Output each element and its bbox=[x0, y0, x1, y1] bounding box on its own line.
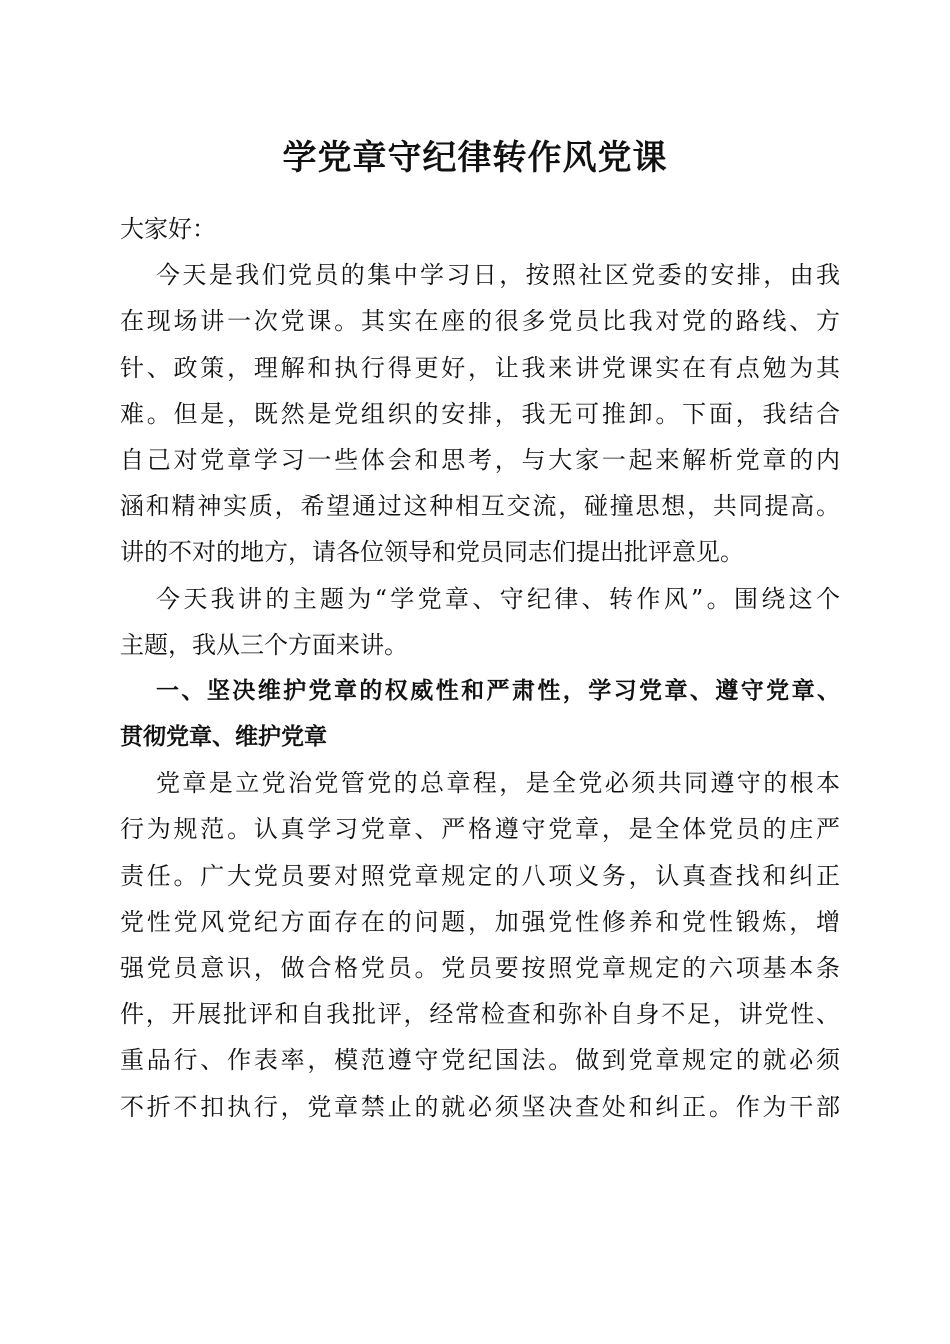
greeting-line: 大家好： bbox=[120, 215, 216, 243]
text-line: 不折不扣执行，党章禁止的就必须坚决查处和纠正。作为干部 bbox=[120, 1092, 840, 1121]
text-line: 党性党风党纪方面存在的问题，加强党性修养和党性锻炼，增 bbox=[120, 907, 840, 936]
text-line: 主题，我从三个方面来讲。 bbox=[120, 630, 408, 659]
text-line: 涵和精神实质，希望通过这种相互交流，碰撞思想，共同提高。 bbox=[120, 492, 840, 521]
text-line: 在现场讲一次党课。其实在座的很多党员比我对党的路线、方 bbox=[120, 307, 840, 336]
text-line: 针、政策，理解和执行得更好，让我来讲党课实在有点勉为其 bbox=[120, 353, 840, 382]
paragraph-theme bbox=[120, 576, 840, 668]
text-line: 行为规范。认真学习党章、严格遵守党章，是全体党员的庄严 bbox=[120, 815, 840, 844]
text-line: 今天我讲的主题为“学党章、守纪律、转作风”。围绕这个 bbox=[156, 584, 840, 613]
text-line: 讲的不对的地方，请各位领导和党员同志们提出批评意见。 bbox=[120, 538, 744, 567]
heading-line: 一、坚决维护党章的权威性和严肃性，学习党章、遵守党章、 bbox=[156, 677, 840, 704]
document-body bbox=[120, 206, 840, 1130]
text-line: 强党员意识，做合格党员。党员要按照党章规定的六项基本条 bbox=[120, 954, 840, 982]
text-line: 自己对党章学习一些体会和思考，与大家一起来解析党章的内 bbox=[120, 445, 840, 474]
document-title: 学党章守纪律转作风党课 bbox=[282, 138, 668, 178]
paragraph-intro bbox=[120, 252, 840, 575]
heading-line: 贯彻党章、维护党章 bbox=[120, 724, 327, 751]
text-line: 件，开展批评和自我批评，经常检查和弥补自身不足，讲党性、 bbox=[120, 1000, 840, 1029]
text-line: 难。但是，既然是党组织的安排，我无可推卸。下面，我结合 bbox=[120, 399, 840, 428]
section-heading-1 bbox=[120, 668, 840, 760]
text-line: 党章是立党治党管党的总章程，是全党必须共同遵守的根本 bbox=[156, 769, 840, 798]
text-line: 今天是我们党员的集中学习日，按照社区党委的安排，由我 bbox=[156, 261, 840, 290]
paragraph-party-constitution bbox=[120, 760, 840, 1130]
text-line: 重品行、作表率，模范遵守党纪国法。做到党章规定的就必须 bbox=[120, 1046, 840, 1075]
text-line: 责任。广大党员要对照党章规定的八项义务，认真查找和纠正 bbox=[120, 861, 840, 890]
